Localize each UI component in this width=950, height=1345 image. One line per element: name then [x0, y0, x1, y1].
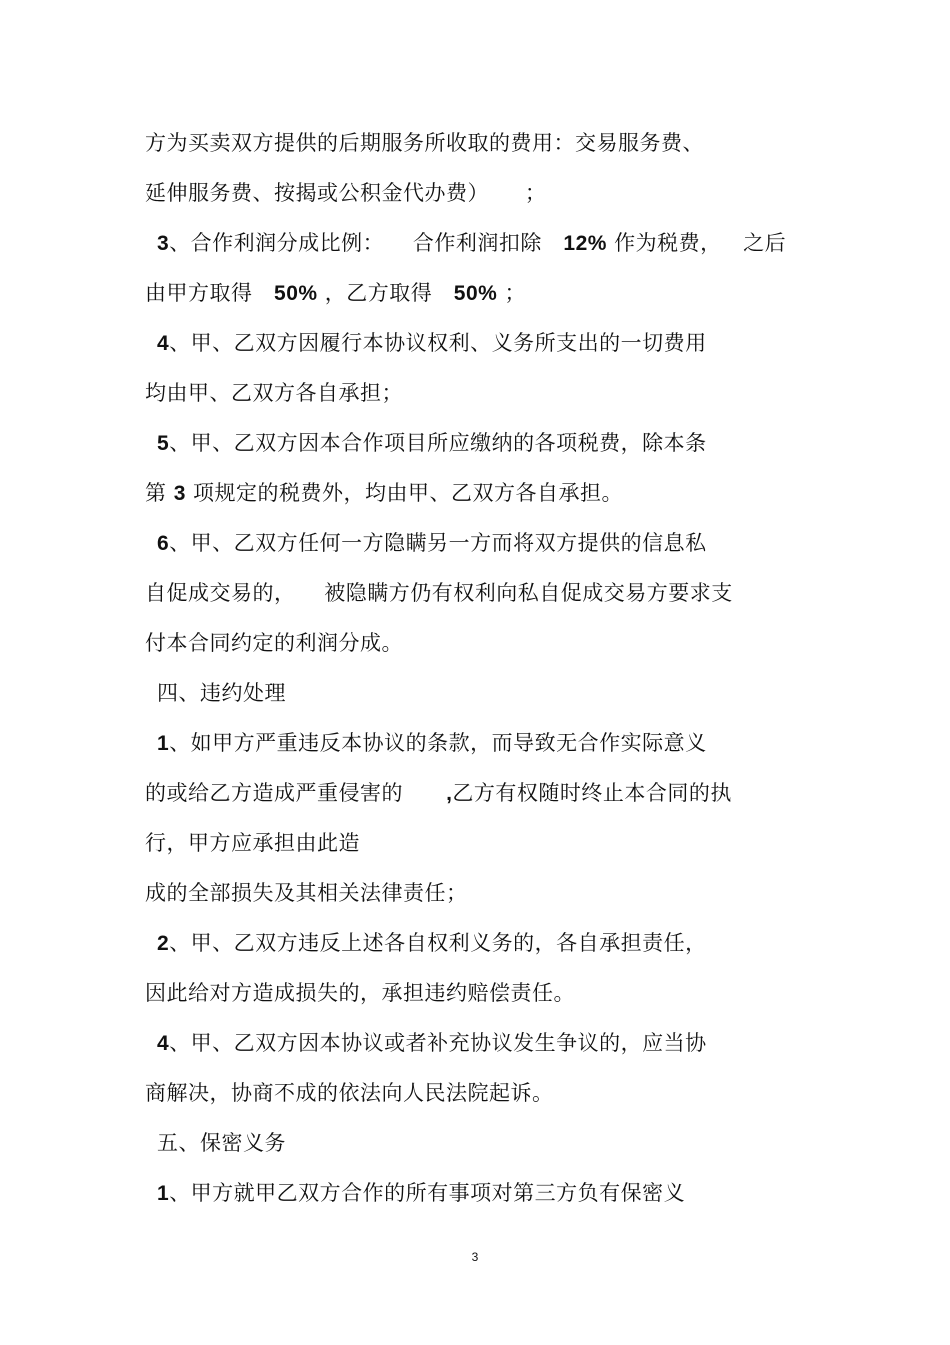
text-line [157, 728, 707, 759]
text-segment: 乙方有权随时终止本合同的执 [452, 781, 732, 805]
text-line [145, 778, 732, 809]
text-segment: 因此给对方造成损失的，承担违约赔偿责任。 [145, 981, 575, 1005]
bold-number: 3 [173, 482, 186, 505]
bold-number: 50% [274, 282, 318, 305]
text-segment: 、如甲方严重违反本协议的条款，而导致无合作实际意义 [169, 731, 707, 755]
text-segment: 项规定的税费外，均由甲、乙双方各自承担。 [185, 481, 624, 505]
text-segment: 、甲、乙双方因本协议或者补充协议发生争议的，应当协 [169, 1031, 707, 1055]
text-line [157, 228, 786, 259]
bold-number: 1 [157, 1182, 170, 1205]
text-segment: 作为税费， 之后 [606, 231, 787, 255]
bold-number: , [446, 782, 453, 805]
text-segment: 均由甲、乙双方各自承担； [145, 381, 403, 405]
text-segment: ； [497, 281, 526, 305]
text-segment: 、甲、乙双方因本合作项目所应缴纳的各项税费，除本条 [169, 431, 707, 455]
text-segment: 、甲、乙双方因履行本协议权利、义务所支出的一切费用 [169, 331, 707, 355]
text-line [145, 628, 403, 658]
text-segment: 、甲方就甲乙双方合作的所有事项对第三方负有保密义 [169, 1181, 686, 1205]
text-segment: 由甲方取得 [145, 281, 275, 305]
text-line [157, 428, 707, 459]
bold-number: 5 [157, 432, 170, 455]
text-segment: 付本合同约定的利润分成。 [145, 631, 403, 655]
bold-number: 2 [157, 932, 170, 955]
text-line [157, 1028, 707, 1059]
text-line [157, 928, 707, 959]
text-segment: 、甲、乙双方任何一方隐瞒另一方而将双方提供的信息私 [169, 531, 707, 555]
text-line [145, 828, 360, 858]
text-segment: 、合作利润分成比例： 合作利润扣除 [169, 231, 564, 255]
text-segment: 方为买卖双方提供的后期服务所收取的费用：交易服务费、 [145, 131, 704, 155]
bold-number: 50% [453, 282, 498, 305]
text-segment: 延伸服务费、按揭或公积金代办费） ； [145, 181, 547, 205]
text-line [145, 178, 546, 208]
text-line [157, 1128, 286, 1158]
bold-number: 6 [157, 532, 170, 555]
text-segment: 五、保密义务 [157, 1131, 286, 1155]
text-line [145, 978, 575, 1008]
text-line [145, 278, 526, 309]
text-segment: 自促成交易的， 被隐瞒方仍有权利向私自促成交易方要求支 [145, 581, 733, 605]
text-segment: 行，甲方应承担由此造 [145, 831, 360, 855]
text-segment: 商解决，协商不成的依法向人民法院起诉。 [145, 1081, 554, 1105]
text-segment: 的或给乙方造成严重侵害的 [145, 781, 447, 805]
text-line [157, 678, 286, 708]
text-segment: 第 [145, 481, 174, 505]
text-segment: 、甲、乙双方违反上述各自权利义务的，各自承担责任， [169, 931, 707, 955]
text-line [157, 528, 707, 559]
text-line [145, 478, 623, 509]
bold-number: 4 [157, 1032, 170, 1055]
text-segment: ，乙方取得 [317, 281, 454, 305]
text-line [157, 1178, 685, 1209]
bold-number: 1 [157, 732, 170, 755]
text-segment: 成的全部损失及其相关法律责任； [145, 881, 468, 905]
text-line [157, 328, 707, 359]
bold-number: 4 [157, 332, 170, 355]
text-line [145, 578, 733, 608]
bold-number: 3 [157, 232, 170, 255]
text-line [145, 878, 468, 908]
text-segment: 四、违约处理 [157, 681, 286, 705]
page-number: 3 [471, 1250, 479, 1264]
text-line [145, 1078, 554, 1108]
text-line [145, 128, 704, 158]
bold-number: 12% [563, 232, 607, 255]
text-line [145, 378, 403, 408]
